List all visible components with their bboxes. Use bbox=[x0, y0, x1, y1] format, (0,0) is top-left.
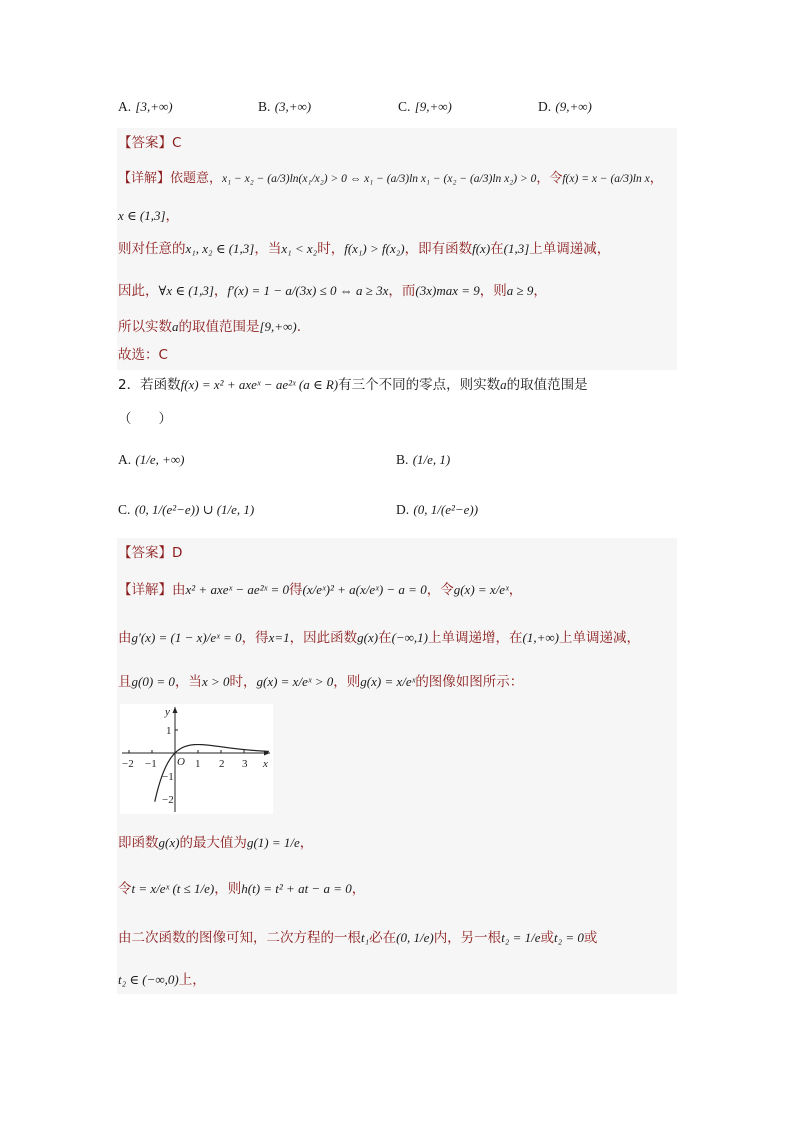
detail-math: f(x) = x − (a/3)ln x bbox=[562, 173, 650, 185]
detail-math: g(x) = x/eˣ bbox=[453, 582, 509, 597]
detail-text: 由二次函数的图像可知，二次方程的一根 bbox=[118, 930, 361, 946]
detail-math: a ≥ 9 bbox=[506, 283, 534, 298]
detail-text: ，则 bbox=[333, 674, 361, 690]
x-axis-label: x bbox=[263, 758, 268, 770]
detail-math: g(x) = x/eˣ > 0 bbox=[256, 674, 334, 689]
detail-text: 得 bbox=[289, 582, 303, 598]
detail-text: 令 bbox=[118, 881, 132, 897]
detail-text: 或 bbox=[540, 930, 554, 946]
y-tick-label: 1 bbox=[166, 725, 172, 737]
q1-option-d bbox=[538, 99, 592, 115]
detail-text: 时， bbox=[229, 674, 257, 690]
detail-math: f′(x) = 1 − a/(3x) ≤ 0 ⇔ a ≥ 3x bbox=[227, 283, 389, 298]
option-value: (0, 1/(e²−e)) ∪ (1/e, 1) bbox=[134, 502, 255, 517]
option-value: (1/e, +∞) bbox=[135, 452, 185, 467]
detail-text: 必在 bbox=[369, 930, 397, 946]
option-label: A. bbox=[118, 99, 132, 114]
option-value: [3,+∞) bbox=[135, 99, 173, 114]
detail-text: ， bbox=[213, 283, 228, 299]
detail-math: t = x/eˣ (t ≤ 1/e) bbox=[131, 881, 215, 896]
option-label: A. bbox=[118, 452, 132, 467]
detail-text: 上单调递减， bbox=[558, 630, 640, 646]
detail-math: x₁ − x₂ − (a/3)ln(x₁/x₂) > 0 ⇔ x₁ − (a/3)ln x₁ − (x₂ − (a/3)ln x₂) > 0 bbox=[222, 173, 537, 185]
option-label: C. bbox=[118, 502, 131, 517]
detail-text: ，则 bbox=[214, 881, 242, 897]
detail-text: ，即有函数 bbox=[404, 241, 473, 257]
detail-math: g(1) = 1/e bbox=[246, 835, 300, 850]
detail-math: a bbox=[172, 319, 179, 334]
detail-math: (1,3] bbox=[503, 241, 530, 256]
detail-math: (x/eˣ)² + a(x/eˣ) − a = 0 bbox=[302, 582, 427, 597]
detail-text: ，当 bbox=[174, 674, 202, 690]
q2-detail-line-3 bbox=[118, 670, 523, 690]
detail-text: . bbox=[296, 319, 301, 335]
q2-option-a bbox=[118, 452, 185, 468]
detail-math: t₂ = 1/e bbox=[501, 930, 541, 945]
detail-text: ， bbox=[351, 881, 366, 897]
detail-math: g(x) bbox=[158, 835, 180, 850]
detail-math: f(x) bbox=[472, 241, 491, 256]
detail-math: x > 0 bbox=[201, 674, 230, 689]
detail-text: 在 bbox=[490, 241, 504, 257]
detail-math: [9,+∞) bbox=[259, 319, 297, 334]
detail-text: 时， bbox=[317, 241, 345, 257]
g-function-graph bbox=[120, 704, 273, 814]
q2-detail-line-2 bbox=[118, 626, 640, 646]
detail-math: g(x) bbox=[357, 630, 379, 645]
detail-text: 在 bbox=[378, 630, 392, 646]
detail-math: (−∞,1) bbox=[391, 630, 429, 645]
detail-math: x₁ < x₂ bbox=[281, 241, 318, 256]
detail-text: 则对任意的 bbox=[118, 241, 186, 257]
detail-text: ，当 bbox=[254, 241, 282, 257]
q2-detail-line-1 bbox=[118, 578, 522, 598]
detail-math: (0, 1/e) bbox=[396, 930, 434, 945]
q1-detail-line-3 bbox=[118, 237, 610, 257]
detail-math: t₂ ∈ (−∞,0) bbox=[118, 972, 179, 987]
option-label: B. bbox=[396, 452, 409, 467]
detail-text: ，得 bbox=[241, 630, 269, 646]
answer-label: 【答案】 bbox=[118, 545, 172, 561]
q2-detail-line-4 bbox=[118, 831, 313, 851]
detail-math: g(x) = x/eˣ bbox=[360, 674, 416, 689]
detail-text: ， bbox=[533, 283, 547, 299]
q2-option-b bbox=[396, 452, 450, 468]
detail-text: 所以实数 bbox=[118, 319, 172, 335]
q2-detail-line-5 bbox=[118, 877, 365, 897]
detail-math: (1,+∞) bbox=[522, 630, 559, 645]
detail-math: (3x)max = 9 bbox=[415, 283, 480, 298]
detail-text: ，因此函数 bbox=[289, 630, 358, 646]
stem-text: 的取值范围是 bbox=[506, 377, 588, 393]
detail-math: ∀x ∈ (1,3] bbox=[158, 283, 214, 298]
detail-label: 【详解】 bbox=[118, 582, 172, 598]
detail-math: h(t) = t² + at − a = 0 bbox=[241, 881, 352, 896]
q2-detail-line-6 bbox=[118, 926, 597, 946]
detail-text: 上， bbox=[178, 972, 206, 988]
stem-text: 2．若函数 bbox=[118, 377, 181, 393]
y-axis-label: y bbox=[165, 706, 170, 718]
detail-text: ，而 bbox=[388, 283, 416, 299]
detail-text: ，令 bbox=[426, 582, 454, 598]
detail-text: 因此， bbox=[118, 283, 159, 299]
q1-detail-line-5 bbox=[118, 315, 301, 335]
stem-math: a bbox=[500, 377, 507, 392]
detail-math: g(0) = 0 bbox=[131, 674, 175, 689]
q2-detail-line-7 bbox=[118, 968, 206, 988]
detail-text: 由 bbox=[118, 630, 132, 646]
detail-math: f(x₁) > f(x₂) bbox=[344, 241, 405, 256]
detail-text: 或 bbox=[583, 930, 598, 946]
q1-answer bbox=[118, 131, 181, 151]
q2-option-d bbox=[396, 502, 478, 518]
detail-text: 由 bbox=[172, 582, 186, 598]
detail-text: 的图像如图所示： bbox=[415, 674, 524, 690]
q2-paren: （ ） bbox=[118, 411, 172, 427]
detail-math: t₂ = 0 bbox=[553, 930, 584, 945]
detail-text: ， bbox=[649, 171, 663, 186]
detail-math: x₁, x₂ ∈ (1,3] bbox=[185, 241, 255, 256]
option-label: C. bbox=[398, 99, 411, 114]
y-tick-label: −2 bbox=[162, 794, 174, 806]
detail-math: t₁ bbox=[361, 930, 370, 945]
x-tick-label: 3 bbox=[242, 758, 248, 770]
detail-text: 的取值范围是 bbox=[178, 319, 260, 335]
detail-text: 即函数 bbox=[118, 835, 159, 851]
detail-text: 依题意， bbox=[170, 171, 223, 186]
option-value: (1/e, 1) bbox=[412, 452, 451, 467]
x-tick-label: 1 bbox=[195, 758, 201, 770]
detail-text: ，令 bbox=[536, 171, 563, 186]
answer-label: 【答案】 bbox=[118, 135, 172, 151]
q1-choice: 故选：C bbox=[118, 347, 168, 363]
detail-math: x ∈ (1,3] bbox=[118, 208, 166, 223]
detail-text: 上单调递增，在 bbox=[428, 630, 523, 646]
q1-detail-line-4 bbox=[118, 279, 547, 299]
detail-text: 内，另一根 bbox=[433, 930, 502, 946]
q1-option-b bbox=[258, 99, 311, 115]
q1-option-a bbox=[118, 99, 173, 115]
option-value: (9,+∞) bbox=[555, 99, 592, 114]
detail-text: ， bbox=[165, 208, 180, 224]
detail-math: g′(x) = (1 − x)/eˣ = 0 bbox=[131, 630, 242, 645]
x-tick-label: −2 bbox=[122, 758, 134, 770]
q1-option-c bbox=[398, 99, 452, 115]
option-value: (0, 1/(e²−e)) bbox=[413, 502, 479, 517]
option-label: D. bbox=[538, 99, 552, 114]
option-value: (3,+∞) bbox=[274, 99, 312, 114]
y-tick-label: −1 bbox=[162, 771, 174, 783]
q1-detail-line-1 bbox=[118, 167, 663, 186]
option-label: B. bbox=[258, 99, 271, 114]
answer-value: D bbox=[172, 545, 183, 561]
detail-text: ，则 bbox=[479, 283, 507, 299]
detail-text: ， bbox=[508, 582, 523, 598]
q2-stem bbox=[118, 373, 588, 393]
x-tick-label: 2 bbox=[219, 758, 225, 770]
q1-detail-line-2 bbox=[118, 204, 179, 224]
q2-answer bbox=[118, 541, 182, 561]
option-label: D. bbox=[396, 502, 410, 517]
answer-value: C bbox=[172, 135, 182, 151]
stem-math: f(x) = x² + axeˣ − ae²ˣ (a ∈ R) bbox=[180, 377, 339, 392]
detail-text: ， bbox=[299, 835, 314, 851]
origin-label: O bbox=[177, 756, 185, 768]
detail-math: x=1 bbox=[268, 630, 290, 645]
detail-math: x² + axeˣ − ae²ˣ = 0 bbox=[185, 582, 290, 597]
detail-text: 上单调递减， bbox=[529, 241, 611, 257]
option-value: [9,+∞) bbox=[414, 99, 452, 114]
q2-option-c bbox=[118, 502, 254, 518]
stem-text: 有三个不同的零点，则实数 bbox=[338, 377, 501, 393]
detail-label: 【详解】 bbox=[118, 171, 171, 186]
detail-text: 的最大值为 bbox=[179, 835, 247, 851]
x-tick-label: −1 bbox=[145, 758, 157, 770]
detail-text: 且 bbox=[118, 674, 132, 690]
